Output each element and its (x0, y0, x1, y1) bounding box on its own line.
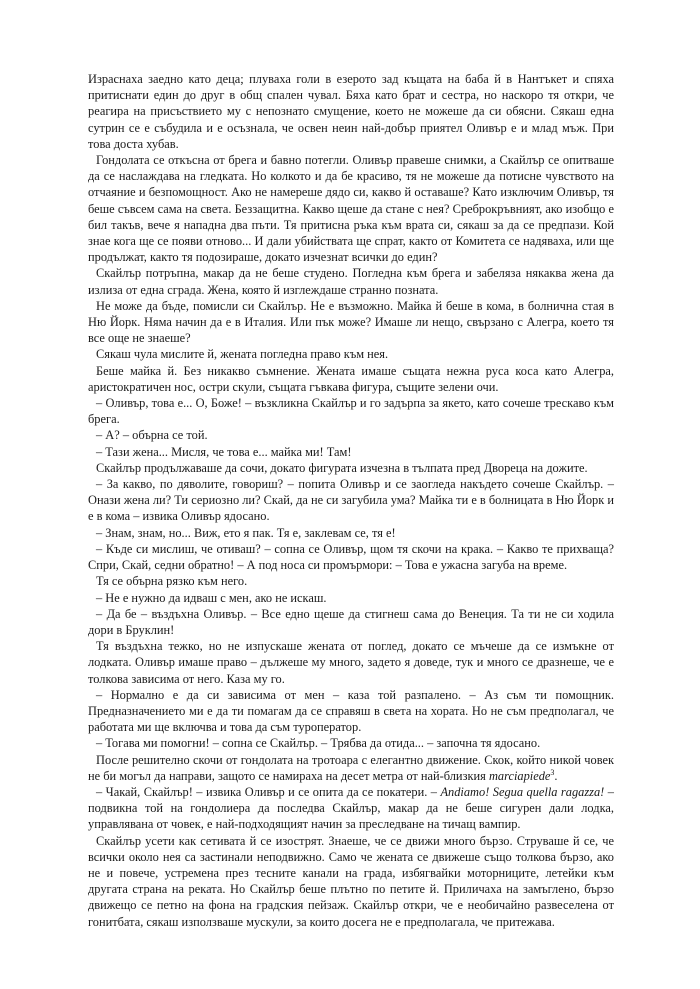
dialogue-line: – Тогава ми помогни! – сопна се Скайлър. – Трябва да отида... – започна тя ядосано. (96, 736, 541, 751)
paragraph: Израснаха заедно като деца; плуваха голи в езерото зад къщата на баба й в Нантъкет и спяха притиснати един до друг в общ спален чувал. Бяха като брат и сестра, но наскоро тя откри, че реагира на присъствието му с непознато смущение, което не можеше да си обясни. Сякаш една сутрин се е събудила и е осъзнала, че освен неин най-добър приятел Оливър е и млад мъж. При това доста хубав. (88, 72, 614, 151)
italic-word: marciapiede (488, 768, 551, 783)
paragraph: Тя се обърна рязко към него. (96, 574, 248, 589)
paragraph: Скайлър потръпна, макар да не беше студено. Погледна към брега и забеляза някаква жена да излиза от една сграда. Жена, която й изглеждаше странно позната. (88, 266, 614, 297)
dialogue-line: – А? – обърна се той. (96, 428, 208, 443)
paragraph-with-footnote: После решително скочи от гондолата на тротоара с елегантно движение. Скок, който никой човек не би могъл да направи, защото се намираха на десет метра от най-близкия marciapiede$^3$. (88, 752, 614, 783)
paragraph: Сякаш чула мислите й, жената погледна право към нея. (96, 347, 389, 362)
dialogue-line: – Къде си мислиш, че отиваш? – сопна се Оливър, щом тя скочи на крака. – Какво те прихваща? Спри, Скай, седни обратно! – А под носа си промърмори: – Това е ужасна загуба на време. (88, 541, 614, 573)
dialogue-line: – Нормално е да си зависима от мен – каза той разпалено. – Аз съм ти помощник. Предназначението ми е да ти помагам да се справяш в света на хората. Но не съм предполагал, че работата ми ще включва и това да съм туроператор. (88, 687, 614, 735)
italic-phrase: Andiamo! Segua quella ragazza! (440, 784, 605, 799)
paragraph: Гондолата се откъсна от брега и бавно потегли. Оливър правеше снимки, а Скайлър се опитваше да се наслаждава на гледката. Но колкото и да бе красиво, тя не можеше да потисне чувството на отчаяние и безпомощност. Ако не намереше дядо си, какво й оставаше? Като изключим Оливър, тя беше съвсем сама на света. Беззащитна. Какво щеше да стане с нея? Среброкръвният, ако изобщо е бил такъв, вече я нападна два пъти. Тя притисна ръка към врата си, сякаш за да се предпази. Кой знае кога ще се появи отново... И дали убийствата ще спрат, както от Комитета се надяваха, или ще продължат, както тя подозираше, докато изчезнат всички до един? (88, 153, 614, 265)
paragraph: Тя въздъхна тежко, но не изпускаше жената от поглед, докато се мъчеше да се измъкне от лодката. Оливър имаше право – дължеше му много, задето я доведе, тук и много се дразнеше, че е толкова зависима от него. Каза му го. (88, 639, 614, 686)
paragraph-text: После решително скочи от гондолата на тротоара с елегантно движение. Скок, който никой човек не би могъл да направи, защото се намираха на десет метра от най-близкия (88, 752, 614, 783)
paragraph: Скайлър усети как сетивата й се изострят. Знаеше, че се движи много бързо. Струваше й се, че всички около нея са застинали неподвижно. Само че жената се движеше също толкова бързо, ако не и повече, устремена през тесните канали на града, избягвайки моторниците, летейки към другата страна на реката. Но Скайлър беше плътно по петите й. Приличаха на замъглено, бързо движещо се петно на фона на градския пейзаж. Скайлър откри, че е необичайно развеселена от гонитбата, сякаш използваше мускули, за които досега не е предполагала, че притежава. (88, 833, 614, 929)
dialogue-line: – Не е нужно да идваш с мен, ако не искаш. (96, 590, 327, 605)
footnote-mark: 3 (550, 767, 555, 777)
paragraph: Беше майка й. Без никакво съмнение. Жената имаше същата нежна руса коса като Алегра, аристократичен нос, остри скули, същата гъвкава фигура, същите зелени очи. (88, 363, 614, 394)
dialogue-line: – Да бе – въздъхна Оливър. – Все едно щеше да стигнеш сама до Венеция. Та ти не си ходила дори в Бруклин! (88, 606, 614, 637)
paragraph-text: – подвикна той на гондолиера да последва Скайлър, макар да не беше сигурен дали лодка, управлявана от човек, е най-подходящият начин за преследване на тичащ вампир. (88, 784, 614, 832)
dialogue-line: – Знам, знам, но... Виж, ето я пак. Тя е, заклевам се, тя е! (96, 525, 396, 540)
dialogue-line: – Оливър, това е... О, Боже! – възкликна Скайлър и го задърпа за якето, като сочеше трескаво към брега. (88, 396, 614, 427)
book-page (88, 71, 614, 930)
dialogue-line: – Тази жена... Мисля, че това е... майка ми! Там! (96, 444, 352, 459)
dialogue-line: – За какво, по дяволите, говориш? – попита Оливър и се заогледа накъдето сочеше Скайлър. – Онази жена ли? Ти сериозно ли? Скай, да не си загубила ума? Майка ти е в болницата в Ню Йорк и е в кома – извика Оливър ядосано. (88, 477, 614, 524)
paragraph-text: – Чакай, Скайлър! – извика Оливър и се опита да се покатери. – (96, 784, 437, 799)
paragraph: Не може да бъде, помисли си Скайлър. Не е възможно. Майка й беше в кома, в болнична стая в Ню Йорк. Няма начин да е в Италия. Или пък може? Имаше ли нещо, свързано с Алегра, което тя все още не знаеше? (88, 298, 614, 346)
dialogue-line-italic (88, 784, 614, 833)
paragraph: Скайлър продължаваше да сочи, докато фигурата изчезна в тълпата пред Двореца на дожите. (96, 460, 588, 475)
